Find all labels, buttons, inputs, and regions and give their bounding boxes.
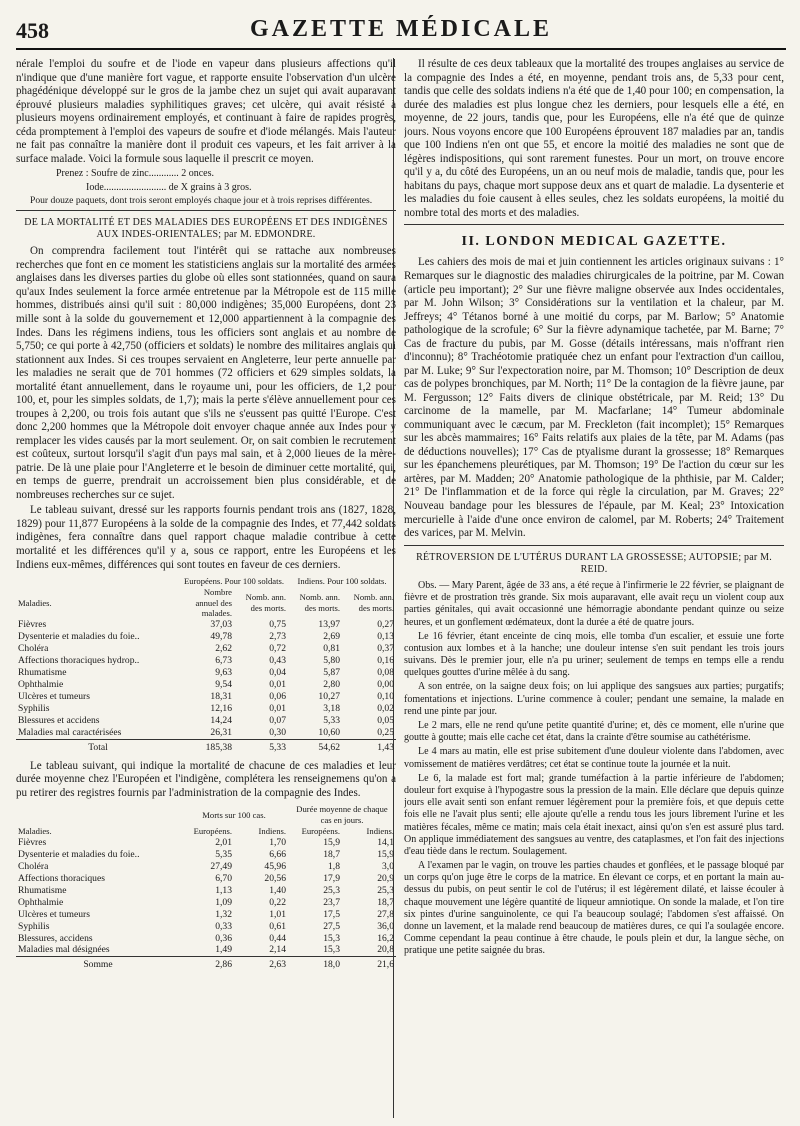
- table-cell: 20,8: [377, 944, 394, 956]
- table-cell: 1,09: [215, 896, 232, 908]
- table-cell: 12,16: [210, 702, 232, 714]
- table-cell: 0,07: [269, 714, 286, 726]
- table-row: [16, 655, 396, 667]
- table-row: [16, 667, 396, 679]
- table1-group-europeans: Européens. Pour 100 soldats.: [183, 576, 284, 587]
- table2-col-in-2: Indiens.: [366, 825, 394, 836]
- table-cell: 2,73: [269, 630, 286, 642]
- prescription-note: Pour douze paquets, dont trois seront employés chaque jour et à trois reprises différentes.: [30, 194, 373, 206]
- table-cell: 0,27: [377, 619, 394, 630]
- table-cell: 5,35: [215, 848, 232, 860]
- table-cell: 0,04: [269, 666, 286, 678]
- table-cell: 15,9: [377, 848, 394, 860]
- table-cell: Blessures, accidens: [18, 932, 93, 944]
- table-cell: 10,60: [318, 726, 340, 738]
- table-cell: 5,33: [323, 714, 340, 726]
- table-cell: 6,73: [215, 654, 232, 666]
- table2-group-morts: Morts sur 100 cas.: [202, 809, 266, 820]
- observation-paragraph: Le 6, la malade est fort mal; grande tuméfaction à la partie inférieure de l'abdomen; douleur fort exquise à l'hypogastre sous la pression de la main. Elle déclare que depuis quinze jours elle avait senti son enfant remuer légèrement pour la première fois, et que depuis cette fois elle ne l'avait plus senti; elle ajoute qu'elle a rendu tous les jours librement l'urine et les matières fécales, même ce matin; mais cela était inexact, ainsi qu'on s'en est assuré plus tard. On applique immédiatement des sangsues au ventre, des cataplasmes, et l'on fait des injections d'eau tiède dans le rectum. Soulagement.: [404, 772, 784, 857]
- table-cell: 2,14: [269, 944, 286, 956]
- table-cell: 0,25: [377, 726, 394, 738]
- table-cell: 2,63: [234, 957, 288, 971]
- table1-col-morts-in: Nomb. ann. des morts.: [353, 592, 394, 613]
- table-cell: 0,72: [269, 642, 286, 654]
- observation-paragraph: A l'examen par le vagin, on trouve les parties chaudes et gonflées, et le passage bloqué par un corps qu'on juge être le corps de la matrice. En élevant ce corps, et en portant la main au-dessus du pubis, on peut sentir le col de l'utérus; il est légèrement dilaté, et laisse écouler à chaque mouvement une légère quantité de liqueur amniotique. On sonde la malade, et l'on tire six pintes d'urine sanguinolente, ce qui l'a beaucoup soulagé; l'abdomen s'est affaissé. On donne un lavement, et la malade rend beaucoup de matières dures, ce qui l'a soulagée encore. Comme cependant la peau continue à être chaude, le pouls plein et dur, la langue sèche, on pratique une petite saignée du bras.: [404, 860, 784, 957]
- table-cell: 18,0: [288, 957, 342, 971]
- table-cell: Choléra: [18, 642, 49, 654]
- right-column: [404, 58, 784, 1118]
- section-separator: [404, 224, 784, 225]
- table-cell: 1,01: [269, 908, 286, 920]
- table-row: [16, 909, 396, 921]
- table-cell: 2,69: [323, 630, 340, 642]
- table-cell: 18,7: [323, 848, 340, 860]
- table2-col-eu-2: Européens.: [301, 825, 340, 836]
- prescription-line-1: Prenez : Soufre de zinc............ 2 onces.: [56, 168, 215, 180]
- table-cell: 27,8: [377, 908, 394, 920]
- table-cell: 5,80: [323, 654, 340, 666]
- table-cell: 0,22: [269, 896, 286, 908]
- table-cell: 3,18: [323, 702, 340, 714]
- section-title-london: II. LONDON MEDICAL GAZETTE.: [461, 234, 727, 250]
- table1-col-morts-eu: Nomb. ann. des morts.: [245, 592, 286, 613]
- table-cell: 0,08: [377, 666, 394, 678]
- table-cell: Choléra: [18, 860, 49, 872]
- mortality-duration-table: [16, 804, 396, 971]
- table-cell: 0,75: [269, 619, 286, 630]
- table-cell: Fièvres: [18, 619, 47, 630]
- table-cell: 0,02: [377, 702, 394, 714]
- table-row: [16, 873, 396, 885]
- table1-col-nombre-eu: Nombre annuel des malades.: [195, 586, 232, 619]
- table-row: [16, 703, 396, 715]
- mortality-paragraph-2: Le tableau suivant, dressé sur les rapports fournis pendant trois ans (1827, 1828, 1829) pour 11,877 Européens à la solde de la compagnie des Indes, et 77,442 soldats indigènes, fera connaître dans quel rapport chaque maladie contribue à cette mortalité et les différences qu'il y a, sous ce rapport, entre les Européens et les Indiens eux-mêmes, différences qui sont toutes en faveur de ces derniers.: [16, 504, 396, 571]
- table-row: [16, 691, 396, 703]
- table-cell: 15,3: [323, 944, 340, 956]
- table-cell: 21,6: [342, 957, 396, 971]
- table2-col-eu-1: Européens.: [193, 825, 232, 836]
- table-cell: 37,03: [210, 619, 232, 630]
- table-cell: Rhumatisme: [18, 666, 67, 678]
- table-cell: 15,3: [323, 932, 340, 944]
- prescription-line-2: Iode......................... de X grains à 3 gros.: [86, 182, 252, 194]
- table-cell: Fièvres: [18, 836, 47, 848]
- table-cell: 0,30: [269, 726, 286, 738]
- table-cell: 36,0: [377, 920, 394, 932]
- table-cell: 1,70: [269, 836, 286, 848]
- table-cell: Maladies mal désignées: [18, 944, 110, 956]
- mortality-paragraph-1: On comprendra facilement tout l'intérêt qui se rattache aux nombreuses recherches que font en ce moment les statisticiens anglais sur la mortalité des armées anglaises dans les diverses parties du globe où elles sont stationnées, quand on saura qu'aux Indes seulement la force armée entretenue par la Métropole est de 115 mille hommes, distribués ainsi qu'il suit : 80,000 indigènes; 35,000 Européens, dont 23 mille sont à la solde du gouvernement et 12,000 appartiennent à la compagnie des Indes. Dans les régimens indiens, tous les officiers sont anglais et au nombre de 5,750; ce qui porte à 42,750 (officiers et soldats) le nombre des militaires anglais qui stationnent aux Indes. Si ces troupes servaient en Angleterre, leur perte annuelle par les maladies ne serait que de 701 hommes (72 officiers et 629 simples soldats, la mortalité étant annuellement, dans le royaume uni, pour les officiers, de 1,2 pour 100, et, pour les simples soldats, de 1,7); mais la perte s'élève annuellement pour ces troupes à 2,200, ou trois fois autant que s'ils ne s'eussent pas quitté l'Europe. C'est donc 2,200 hommes que la Métropole doit envoyer chaque année aux Indes pour y remplacer les vides causés par la mort seulement. Or, on sait combien le recrutement est coûteux, surtout lorsqu'il s'agit d'un pays mal sain, et à 2,000 lieues de la mère-patrie. De là une plaie pour l'Angleterre et le besoin de diminuer cette mortalité, qui, en temps de guerre, prendrait un accroissement bien plus considérable, et de nombreuses recherches sur ce sujet.: [16, 245, 396, 501]
- table-row: [16, 643, 396, 655]
- table-cell: 0,43: [269, 654, 286, 666]
- intro-paragraph: nérale l'emploi du soufre et de l'iode en vapeur dans plusieurs affections qu'il n'indique que d'une manière fort vague, et rapporte ensuite l'observation d'un ulcère phagédénique développé sur le gros de la jambe chez un sujet qui avait auparavant éprouvé plusieurs maladies syphilitiques graves; cet ulcère, qui avait résisté à plusieurs moyens ordinairement employés, et continuant à faire de rapides progrès, céda promptement à l'emploi des vapeurs de soufre et d'iode mélangés. Mais l'auteur ne fait pas connaître la manière dont il produit ces vapeurs, et les fait arriver à la surface malade. Voici la formule sous laquelle il prescrit ce moyen.: [16, 58, 396, 165]
- table-cell: Affections thoraciques: [18, 872, 105, 884]
- table-cell: 1,43: [342, 739, 396, 753]
- table-cell: 17,5: [323, 908, 340, 920]
- table-cell: 1,32: [215, 908, 232, 920]
- table-row: [16, 897, 396, 909]
- observation-paragraph: A son entrée, on la saigne deux fois; on lui applique des sangsues aux parties; purgatifs; fomentations et injections. L'urine commence à couler; pendant une semaine, la malade en rend une pinte par jour.: [404, 681, 784, 717]
- table-cell: 20,9: [377, 872, 394, 884]
- table-row: [16, 944, 396, 956]
- conclusion-paragraph: Il résulte de ces deux tableaux que la mortalité des troupes anglaises au service de la compagnie des Indes a été, en moyenne, pendant trois ans, de 5,33 pour cent, tandis que celle des soldats indiens n'a été que de 1,40 pour 100; en compensation, la durée des maladies est plus longue chez les derniers, pour lesquels elle a été, en moyenne, de 22 jours, tandis que, pour les Européens, elle n'a été que de quinze jours. Nous voyons encore que 100 Européens éprouvent 187 maladies par an, tandis que 100 Indiens n'en ont que 55, et encore la moitié des maladies ne sont que de légères indispositions, qui sont rarement funestes. Pour un mort, on trouve encore qu'il y a, du côté des Européens, un an ou neuf mois de maladie, tandis que, pour les habitans du pays, chaque mort suppose deux ans et quart de maladie. La dysenterie et les maladies du foie causent à elles seules, chez les soldats européens, la moitié du nombre total des morts et des maladies.: [404, 58, 784, 219]
- table-cell: 2,80: [323, 678, 340, 690]
- table-cell: 13,97: [318, 619, 340, 630]
- table-cell: Syphilis: [18, 920, 50, 932]
- table-cell: Syphilis: [18, 702, 50, 714]
- observation-paragraph: Le 16 février, étant enceinte de cinq mois, elle tomba d'un escalier, et essuie une forte contusion aux lombes et à la hanche; une douleur intense s'en suit pendant les trois jours suivans. Dès le premier jour, elle n'a pu uriner; seulement de temps en temps elle a rendu quelques gouttes d'urine mêlée à du sang.: [404, 630, 784, 679]
- table-row: [16, 837, 396, 849]
- table-cell: 26,31: [210, 726, 232, 738]
- table-cell: 10,27: [318, 690, 340, 702]
- table-cell: 0,06: [269, 690, 286, 702]
- table-cell: 23,7: [323, 896, 340, 908]
- table-cell: 15,9: [323, 836, 340, 848]
- table1-col-maladies: Maladies.: [18, 597, 52, 608]
- morbidity-table: [16, 576, 396, 754]
- table-cell: 1,40: [269, 884, 286, 896]
- table-row: [16, 619, 396, 631]
- table-cell: 0,00: [377, 678, 394, 690]
- table-cell: Ulcères et tumeurs: [18, 908, 90, 920]
- table-cell: 185,38: [180, 739, 234, 753]
- table1-col-nombre-in: Nomb. ann. des morts.: [299, 592, 340, 613]
- table-cell: 5,87: [323, 666, 340, 678]
- table2-col-in-1: Indiens.: [258, 825, 286, 836]
- page-header: [16, 14, 786, 50]
- journal-title: GAZETTE MÉDICALE: [249, 16, 553, 42]
- table-cell: Ophthalmie: [18, 678, 64, 690]
- table-cell: 0,01: [269, 702, 286, 714]
- table2-col-maladies: Maladies.: [18, 825, 52, 836]
- table-cell: Ulcères et tumeurs: [18, 690, 90, 702]
- observation-text: [404, 580, 784, 958]
- table-row: [16, 849, 396, 861]
- table-cell: 5,33: [234, 739, 288, 753]
- left-column: [16, 58, 396, 1118]
- table-cell: 1,8: [328, 860, 340, 872]
- table-cell: 25,3: [323, 884, 340, 896]
- table-cell: 9,63: [215, 666, 232, 678]
- table-cell: Affections thoraciques hydrop..: [18, 654, 140, 666]
- table-cell: 27,5: [323, 920, 340, 932]
- articles-paragraph: Les cahiers des mois de mai et juin contiennent les articles originaux suivans : 1° Remarques sur le diagnostic des maladies chirurgicales de la poitrine, par M. Cowan (article peu important); 2° Sur une fièvre maligne observée aux Indes occidentales, par M. John Wilson; 3° Considérations sur la ventilation et la chaleur, par M. Jeffreys; 4° Tétanos borné à une moitié du corps, par M. Barlow; 5° Anatomie pathologique de la scrofule; 6° Sur la fièvre adynamique tachetée, par M. Barne; 7° Cas de fracture du pubis, par M. Gosse (détails intéressans, mais n'offrant rien d'inconnu); 8° Trachéotomie pratiquée chez un enfant pour l'extraction d'un caillou, par M. Luke; 9° Sur l'expectoration noire, par M. Thomson; 10° Description de deux cas de polypes bronchiques, par M. North; 11° De la contagion de la fièvre jaune, par M. Fergusson; 12° Faits divers de clinique obstétricale, par M. Reid; 13° Du carcinome de la mamelle, par M. Macfarlane; 14° Tumeur abdominale communiquant avec le cæcum, par M. Freckleton (fait incomplet); 15° Remarques sur les abcès mammaires; 16° Faits relatifs aux plaies de la tête, par M. Adams (pas de déductions nouvelles); 17° Cas de ptyalisme durant la grossesse; 18° Remarques sur les épanchemens pleurétiques, par M. Thomson; 19° De l'action du cœur sur les artères, par M. Madden; 20° Anatomie pathologique de la phthisie, par M. Calder; 21° De l'inflammation et de la force qui règle la circulation, par M. Graves; 22° Nouveau bandage pour les blessures de l'épaule, par M. Keal; 23° Intoxication mercurielle à l'aide d'une once environ de calomel, par M. Roberts; 24° Traitement des varices, par M. Melvin.: [404, 256, 784, 540]
- table-cell: Total: [16, 739, 180, 753]
- table-cell: Dysenterie et maladies du foie..: [18, 848, 140, 860]
- table-total-row: [16, 739, 396, 753]
- table-cell: 0,37: [377, 642, 394, 654]
- table-cell: 0,33: [215, 920, 232, 932]
- table-cell: 20,56: [264, 872, 286, 884]
- observation-paragraph: Le 2 mars, elle ne rend qu'une petite quantité d'urine; et, dès ce moment, elle n'urine que goutte à goutte; mais elle cache cet état, dans la crainte d'être soumise au cathétérisme.: [404, 720, 784, 744]
- table-cell: 1,13: [215, 884, 232, 896]
- table1-group-indians: Indiens. Pour 100 soldats.: [297, 576, 387, 587]
- table-cell: 45,96: [264, 860, 286, 872]
- table-cell: 6,66: [269, 848, 286, 860]
- table-cell: Dysenterie et maladies du foie..: [18, 630, 140, 642]
- table2-group-duree: Durée moyenne de chaque cas en jours.: [296, 804, 388, 826]
- table-cell: Rhumatisme: [18, 884, 67, 896]
- table-row: [16, 727, 396, 739]
- table-cell: 0,01: [269, 678, 286, 690]
- table-cell: 0,44: [269, 932, 286, 944]
- table-cell: 0,81: [323, 642, 340, 654]
- section-separator: [404, 545, 784, 546]
- observation-paragraph: Obs. — Mary Parent, âgée de 33 ans, a été reçue à l'infirmerie le 22 février, se plaignant de fièvre et de prostration très grande. Six mois auparavant, elle avait reçu un violent coup aux parties génitales, qui avait occasionné une hémorragie abondante pendant quinze ou seize heures, et un gonflement œdémateux, dont la durée a été de quatre jours.: [404, 579, 784, 628]
- table-cell: 17,9: [323, 872, 340, 884]
- section-title-mortality: DE LA MORTALITÉ ET DES MALADIES DES EUROPÉENS ET DES INDIGÈNES AUX INDES-ORIENTALES; par M. EDMONDRE.: [24, 216, 388, 241]
- table-cell: 0,10: [377, 690, 394, 702]
- table-cell: 3,0: [382, 860, 394, 872]
- section-separator: [16, 210, 396, 211]
- table-cell: 18,7: [377, 896, 394, 908]
- table-row: [16, 861, 396, 873]
- table-cell: 2,01: [215, 836, 232, 848]
- table-cell: 25,3: [377, 884, 394, 896]
- table-row: [16, 921, 396, 933]
- table-cell: Maladies mal caractérisées: [18, 726, 122, 738]
- table-cell: 0,05: [377, 714, 394, 726]
- table-cell: 0,61: [269, 920, 286, 932]
- table-cell: 0,13: [377, 630, 394, 642]
- table-cell: 2,86: [180, 957, 234, 971]
- table-row: [16, 933, 396, 945]
- table-cell: 16,2: [377, 932, 394, 944]
- table-cell: 54,62: [288, 739, 342, 753]
- table-cell: 1,49: [215, 944, 232, 956]
- table-row: [16, 885, 396, 897]
- page-number: 458: [16, 18, 49, 43]
- table-cell: Blessures et accidens: [18, 714, 100, 726]
- table-cell: 0,36: [215, 932, 232, 944]
- table-cell: 14,1: [377, 836, 394, 848]
- observation-paragraph: Le 4 mars au matin, elle est prise subitement d'une douleur violente dans l'abdomen, avec vomissement de matières verdâtres; cet état se continue toute la journée et la nuit.: [404, 746, 784, 770]
- table-cell: 2,62: [215, 642, 232, 654]
- table-cell: Somme: [16, 957, 180, 971]
- mortality-paragraph-3: Le tableau suivant, qui indique la mortalité de chacune de ces maladies et leur durée moyenne chez l'Européen et l'indigène, complétera les renseignemens qu'on a pu retirer des registres fournis par l'administration de la compagnie des Indes.: [16, 759, 396, 799]
- table-row: [16, 715, 396, 727]
- table-cell: 18,31: [210, 690, 232, 702]
- table-total-row: [16, 957, 396, 971]
- table-cell: 6,70: [215, 872, 232, 884]
- case-title: RÉTROVERSION DE L'UTÉRUS DURANT LA GROSSESSE; AUTOPSIE; par M. REID.: [416, 551, 772, 575]
- table-row: [16, 631, 396, 643]
- table-cell: 0,16: [377, 654, 394, 666]
- table-row: [16, 679, 396, 691]
- table-cell: 9,54: [215, 678, 232, 690]
- table-cell: Ophthalmie: [18, 896, 64, 908]
- table-cell: 27,49: [210, 860, 232, 872]
- table-cell: 14,24: [210, 714, 232, 726]
- table-cell: 49,78: [210, 630, 232, 642]
